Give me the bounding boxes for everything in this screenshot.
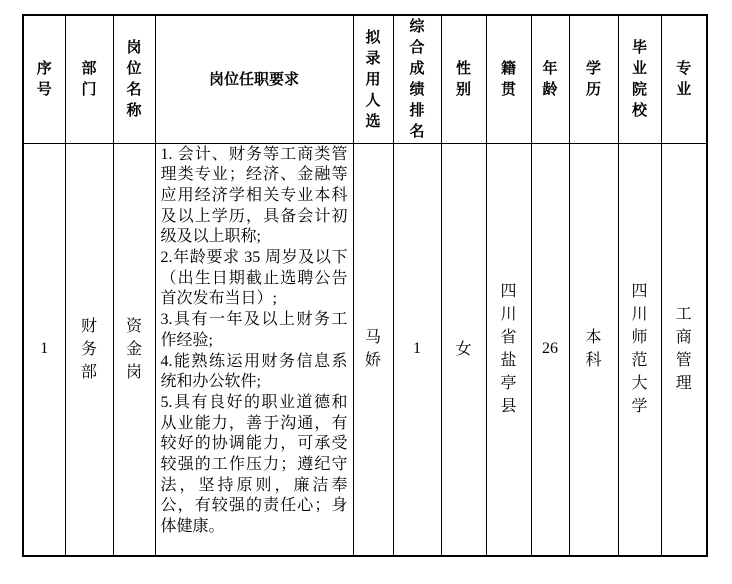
cell-major [661, 143, 707, 556]
header-age [531, 15, 569, 143]
header-seq [23, 15, 65, 143]
header-native-place-label: 籍贯 [500, 60, 516, 99]
header-candidate [353, 15, 393, 143]
header-university [618, 15, 661, 143]
age-value: 26 [542, 340, 558, 358]
requirement-item: 3.具有一年及以上财务工作经验; [160, 311, 348, 349]
header-department-label: 部门 [81, 60, 97, 99]
table-row [23, 143, 707, 556]
requirement-item: 1. 会计、财务等工商类管理类专业；经济、金融等应用经济学相关专业本科及以上学历，具备会计初级及以上职称; [160, 145, 348, 246]
header-native-place [486, 15, 531, 143]
cell-gender [441, 143, 486, 556]
header-rank-label: 综合成绩排名 [409, 18, 425, 141]
requirement-item: 2.年龄要求 35 周岁及以下（出生日期截止选聘公告首次发布当日）; [160, 249, 348, 308]
header-major-label: 专业 [676, 60, 692, 99]
header-education-label: 学历 [585, 60, 601, 99]
recruitment-table [22, 14, 708, 557]
native-place-value: 四川省盐亭县 [500, 283, 517, 416]
cell-university [618, 143, 661, 556]
candidate-value: 马娇 [364, 329, 381, 370]
cell-requirements [155, 143, 353, 556]
header-gender [441, 15, 486, 143]
header-requirements [155, 15, 353, 143]
education-value: 本科 [585, 329, 602, 370]
cell-education [569, 143, 618, 556]
header-candidate-label: 拟录用人选 [365, 28, 381, 130]
requirement-item: 4.能熟练运用财务信息系统和办公软件; [160, 352, 348, 391]
cell-age [531, 143, 569, 556]
rank-value: 1 [413, 340, 421, 358]
header-position-name [113, 15, 155, 143]
header-seq-label: 序号 [36, 60, 52, 99]
header-row [23, 15, 707, 143]
position-name-value: 资金岗 [125, 317, 142, 381]
cell-department [65, 143, 113, 556]
cell-candidate [353, 143, 393, 556]
header-education [569, 15, 618, 143]
header-rank [393, 15, 441, 143]
gender-value: 女 [455, 340, 472, 358]
cell-native-place [486, 143, 531, 556]
header-university-label: 毕业院校 [631, 39, 647, 120]
header-position-name-label: 岗位名称 [126, 39, 142, 120]
seq-value: 1 [40, 340, 49, 358]
department-value: 财务部 [80, 317, 97, 381]
major-value: 工商管理 [675, 306, 692, 393]
requirement-item: 5.具有良好的职业道德和从业能力，善于沟通，有较好的协调能力，可承受较强的工作压力；遵纪守法，坚持原则，廉洁奉公，有较强的责任心；身体健康。 [160, 393, 348, 536]
cell-position-name [113, 143, 155, 556]
header-gender-label: 性别 [455, 60, 471, 99]
header-age-label: 年龄 [542, 60, 558, 99]
header-requirements-label: 岗位任职要求 [208, 70, 299, 88]
cell-seq [23, 143, 65, 556]
header-major [661, 15, 707, 143]
university-value: 四川师范大学 [631, 283, 648, 416]
header-department [65, 15, 113, 143]
cell-rank [393, 143, 441, 556]
